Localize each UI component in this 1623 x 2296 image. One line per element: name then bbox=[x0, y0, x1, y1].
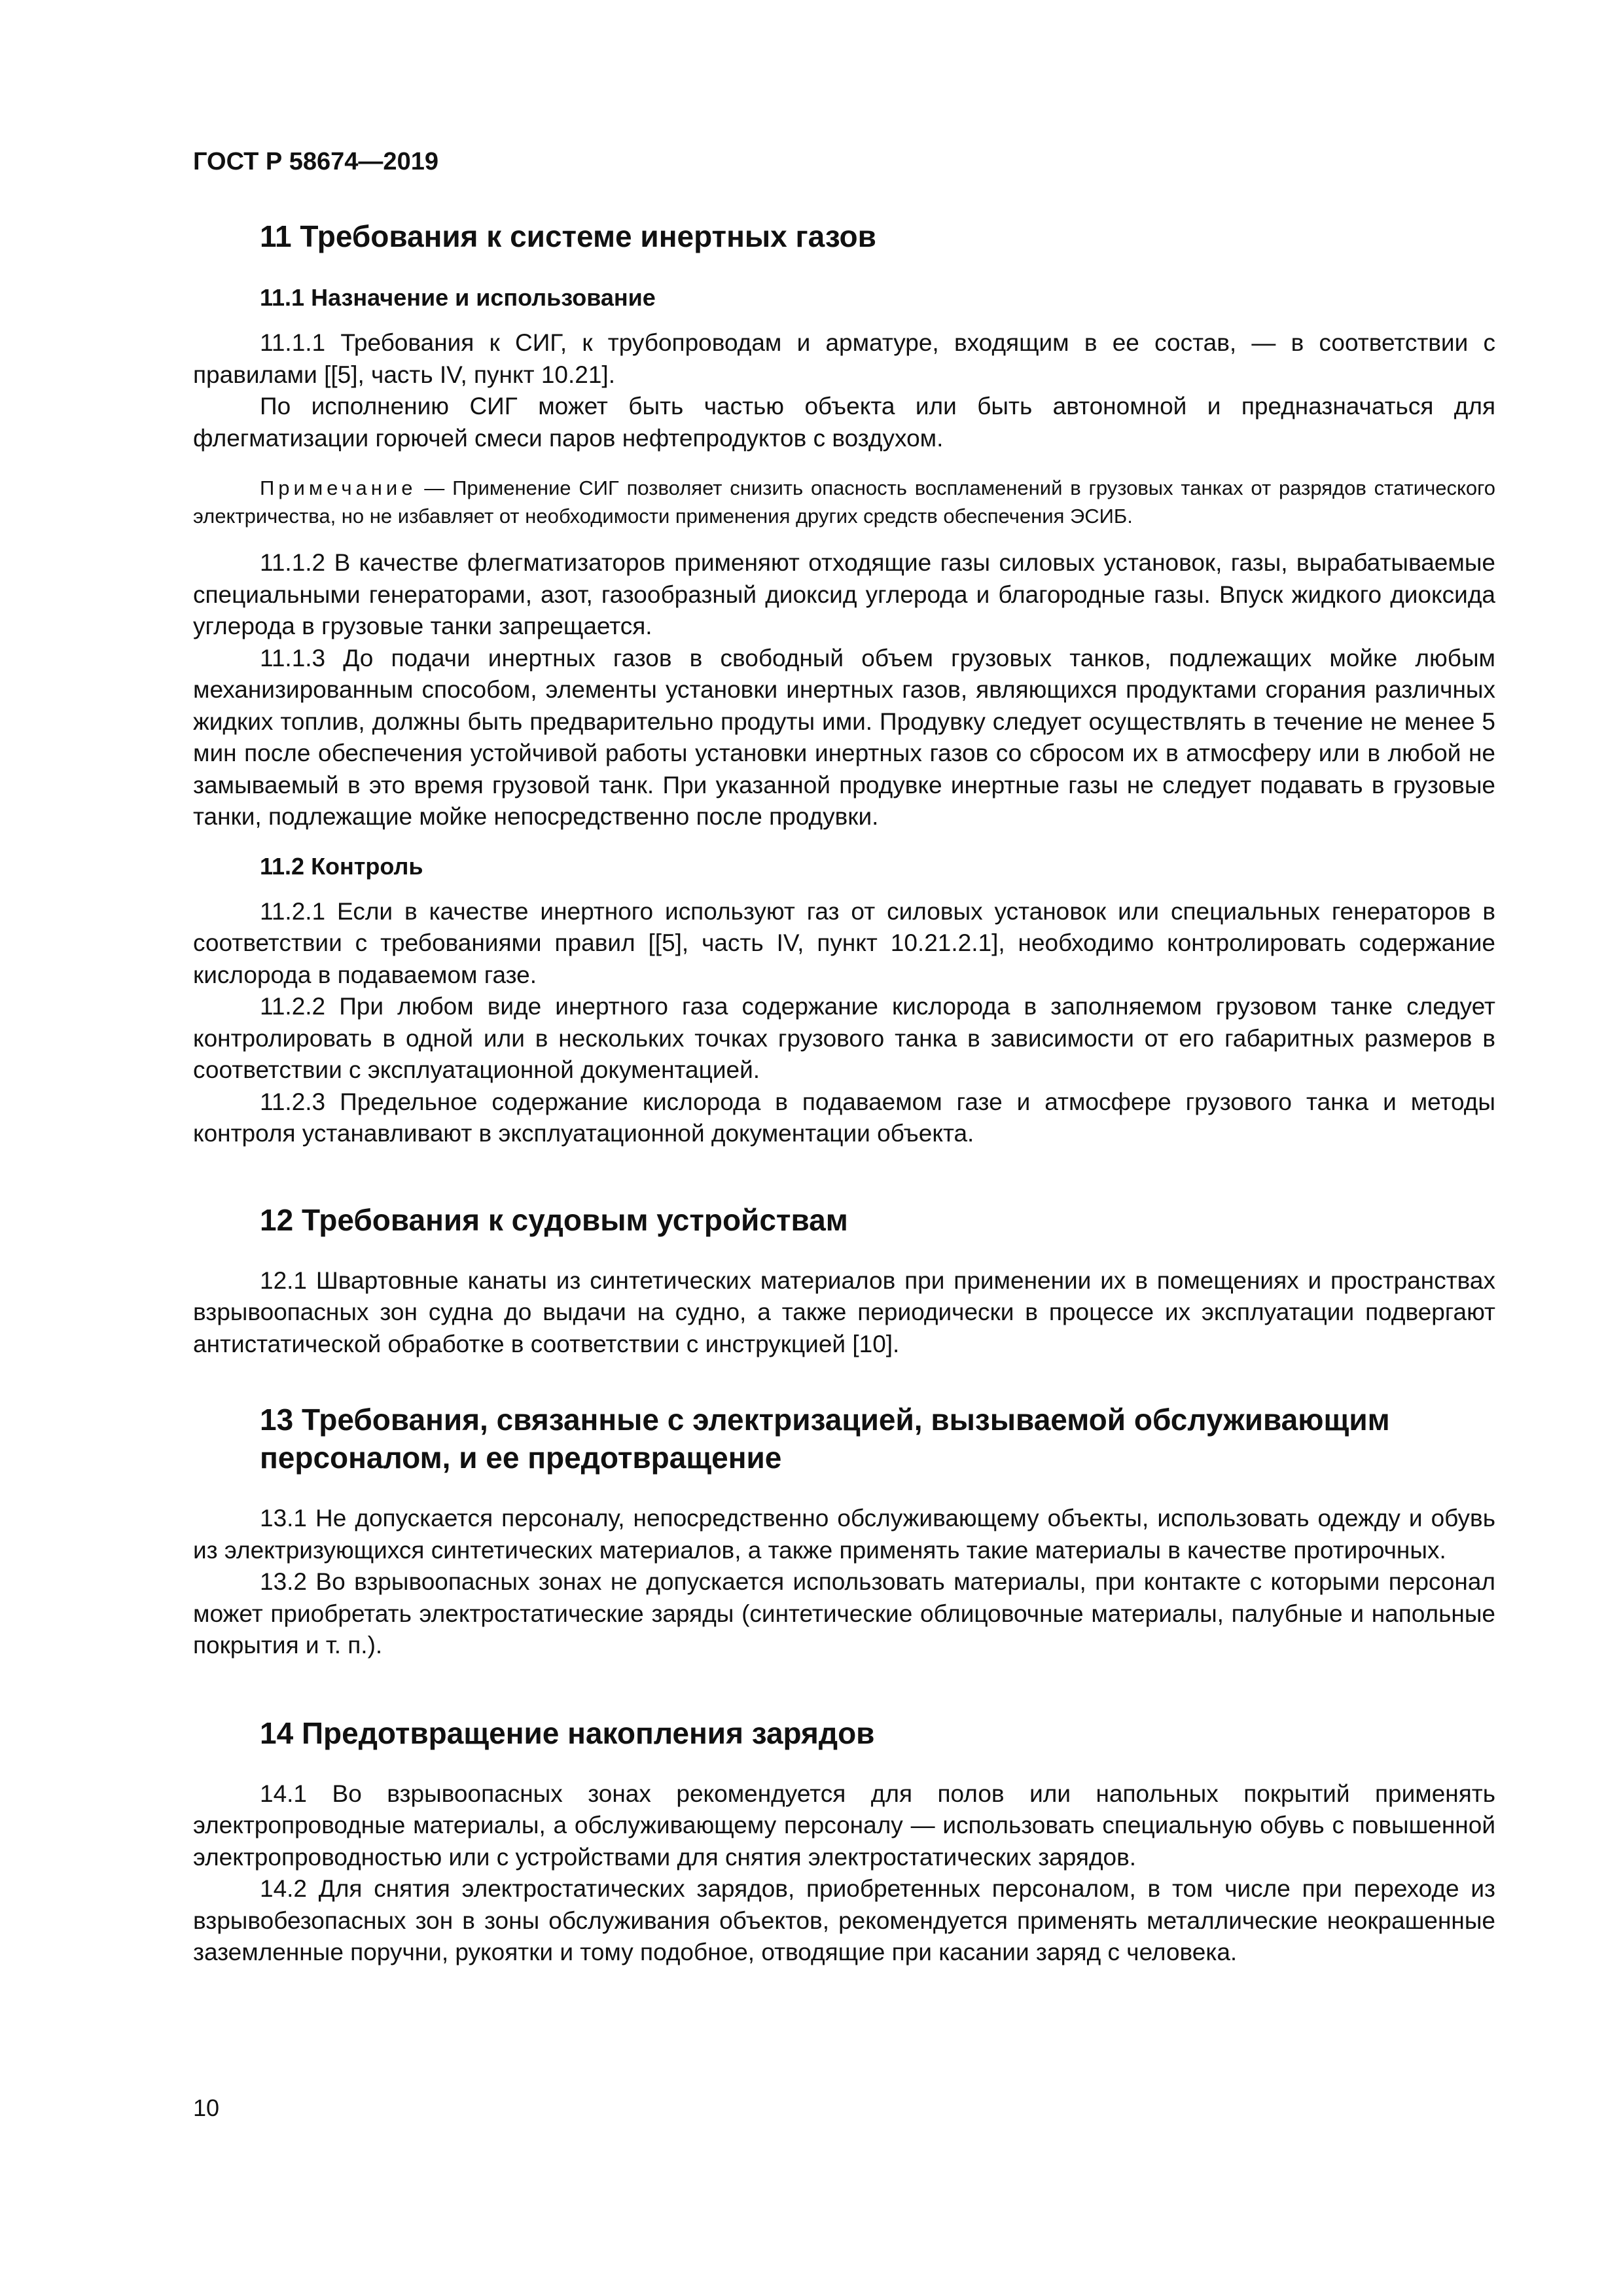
paragraph-11-2-3: 11.2.3 Предельное содержание кислорода в подаваемом газе и атмосфере грузового танка и методы контроля устанавливают в эксплуатационной документации объекта. bbox=[193, 1088, 1495, 1147]
subsection-11-2-title: 11.2 Контроль bbox=[260, 852, 423, 880]
section-13-title: 13 Требования, связанные с электризацией, вызываемой обслуживающим персоналом, и ее предотвращение bbox=[260, 1403, 1390, 1475]
paragraph-14-1: 14.1 Во взрывоопасных зонах рекомендуется для полов или напольных покрытий применять электропроводные материалы, а обслуживающему персоналу — использовать специальную обувь с повышенной электропроводностью или с устройствами для снятия электростатических зарядов. bbox=[193, 1780, 1495, 1871]
paragraph-13-1: 13.1 Не допускается персоналу, непосредственно обслуживающему объекты, использовать одежду и обувь из электризующихся синтетических материалов, а также применять такие материалы в качестве протирочных. bbox=[193, 1505, 1495, 1564]
note-text: — Применение СИГ позволяет снизить опасность воспламенений в грузовых танках от разрядов статического электричества, но не избавляет от необходимости применения других средств обеспечения ЭСИБ. bbox=[193, 476, 1495, 528]
section-12-title: 12 Требования к судовым устройствам bbox=[260, 1202, 848, 1237]
paragraph-11-1-1: 11.1.1 Требования к СИГ, к трубопроводам и арматуре, входящим в ее состав, — в соответствии с правилами [[5], часть IV, пункт 10.21]. bbox=[193, 329, 1495, 388]
document-id-header: ГОСТ Р 58674—2019 bbox=[193, 148, 438, 175]
paragraph-11-1-1-cont: По исполнению СИГ может быть частью объекта или быть автономной и предназначаться для флегматизации горючей смеси паров нефтепродуктов с воздухом. bbox=[193, 393, 1495, 452]
document-page bbox=[193, 145, 1495, 1969]
section-11-title: 11 Требования к системе инертных газов bbox=[260, 219, 876, 253]
page-number: 10 bbox=[193, 2094, 220, 2121]
paragraph-11-1-3: 11.1.3 До подачи инертных газов в свободный объем грузовых танков, подлежащих мойке любым механизированным способом, элементы установки инертных газов, являющихся продуктами сгорания различных жидких топлив, должны быть предварительно продуты ими. Продувку следует осуществлять в течение не менее 5 мин после обеспечения устойчивой работы установки инертных газов со сбросом их в атмосферу или в любой не замываемый в это время грузовой танк. При указанной продувке инертные газы не следует подавать в грузовые танки, подлежащие мойке непосредственно после продувки. bbox=[193, 644, 1495, 830]
paragraph-12-1: 12.1 Швартовные канаты из синтетических материалов при применении их в помещениях и пространствах взрывоопасных зон судна до выдачи на судно, а также периодически в процессе их эксплуатации подвергают антистатической обработке в соответствии с инструкцией [10]. bbox=[193, 1266, 1495, 1357]
paragraph-13-2: 13.2 Во взрывоопасных зонах не допускается использовать материалы, при контакте с которыми персонал может приобретать электростатические заряды (синтетические облицовочные материалы, палубные и напольные покрытия и т. п.). bbox=[193, 1568, 1495, 1659]
paragraph-11-2-2: 11.2.2 При любом виде инертного газа содержание кислорода в заполняемом грузовом танке следует контролировать в одной или в нескольких точках грузового танка в зависимости от его габаритных размеров в соответствии с эксплуатационной документацией. bbox=[193, 993, 1495, 1083]
section-14-title: 14 Предотвращение накопления зарядов bbox=[260, 1715, 875, 1750]
note-11-1 bbox=[193, 474, 1495, 530]
note-label: Примечание bbox=[260, 476, 417, 499]
paragraph-11-1-2: 11.1.2 В качестве флегматизаторов применяют отходящие газы силовых установок, газы, вырабатываемые специальными генераторами, азот, газообразный диоксид углерода и благородные газы. Впуск жидкого диоксида углерода в грузовые танки запрещается. bbox=[193, 549, 1495, 639]
paragraph-11-2-1: 11.2.1 Если в качестве инертного используют газ от силовых установок или специальных генераторов в соответствии с требованиями правил [[5], часть IV, пункт 10.21.2.1], необходимо контролировать содержание кислорода в подаваемом газе. bbox=[193, 897, 1495, 988]
paragraph-14-2: 14.2 Для снятия электростатических зарядов, приобретенных персоналом, в том числе при переходе из взрывобезопасных зон в зоны обслуживания объектов, рекомендуется применять металлические неокрашенные заземленные поручни, рукоятки и тому подобное, отводящие при касании заряд с человека. bbox=[193, 1875, 1495, 1965]
subsection-11-1-title: 11.1 Назначение и использование bbox=[260, 284, 656, 311]
